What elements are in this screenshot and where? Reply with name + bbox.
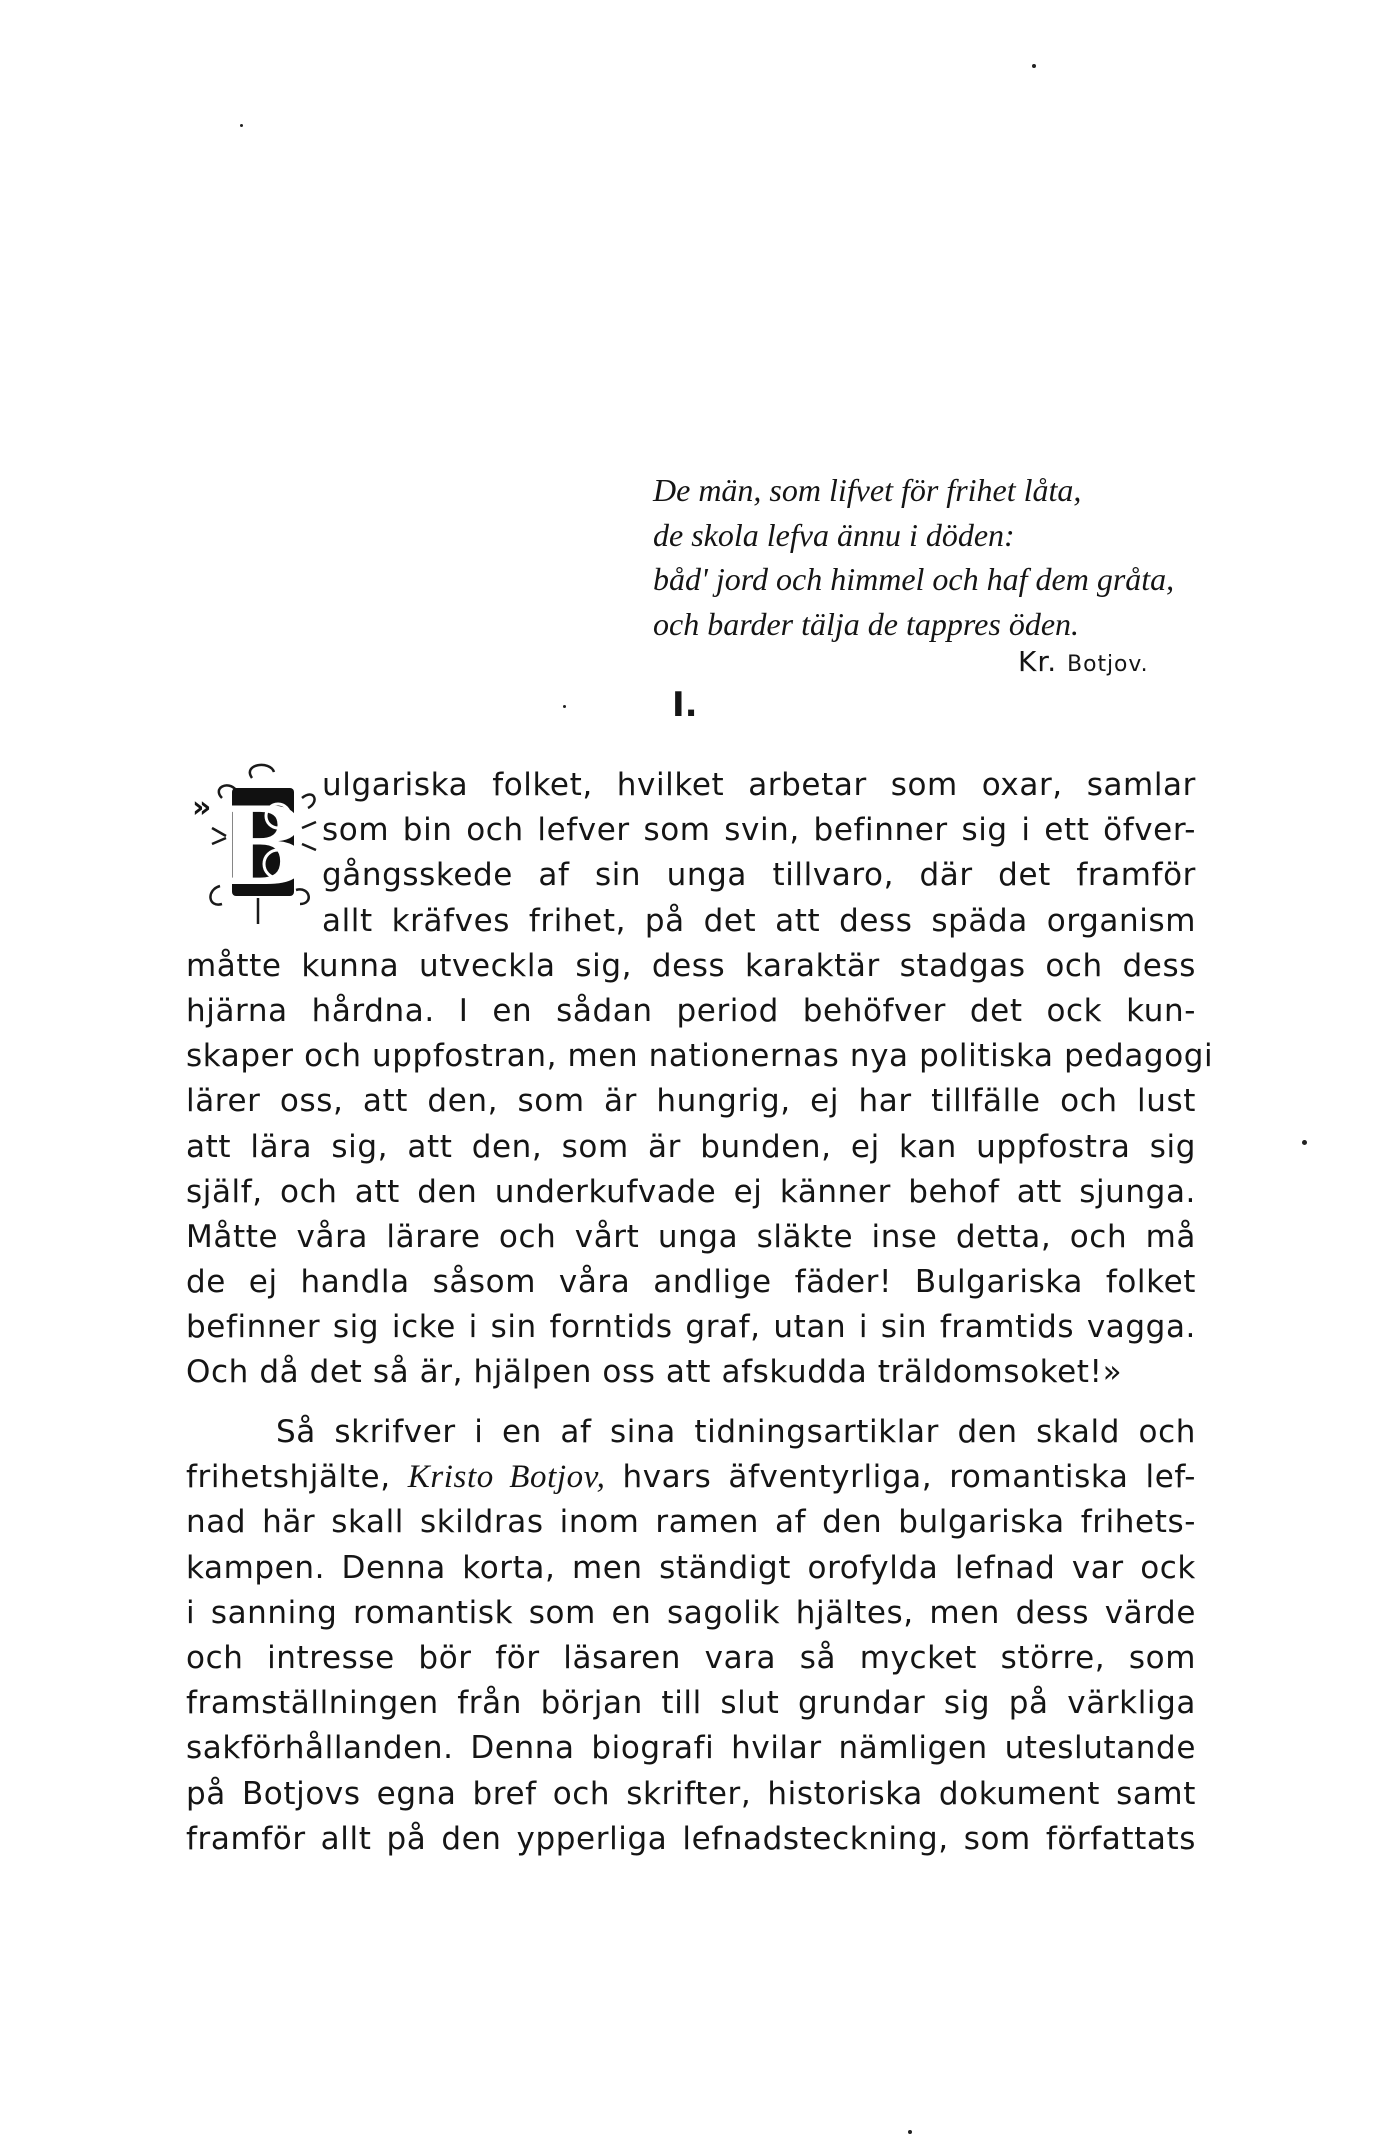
paragraph-line: allt kräfves frihet, på det att dess späda organism <box>322 902 1196 939</box>
paragraph-1 <box>186 763 1214 1396</box>
paragraph-2 <box>186 1410 1196 1862</box>
paragraph-line: på Botjovs egna bref och skrifter, historiska dokument samt <box>186 1775 1196 1812</box>
drop-cap-letter: B <box>217 784 309 910</box>
ink-speck <box>1032 64 1036 68</box>
paragraph-line: de ej handla såsom våra andlige fäder! Bulgariska folket <box>186 1264 1196 1301</box>
paragraph-line: nad här skall skildras inom ramen af den bulgariska frihets- <box>186 1504 1196 1541</box>
paragraph-line: framställningen från början till slut grundar sig på värkliga <box>186 1685 1196 1722</box>
paragraph-line: Måtte våra lärare och vårt unga släkte inse detta, och må <box>186 1218 1196 1255</box>
paragraph-line: Så skrifver i en af sina tidningsartiklar den skald och <box>276 1414 1196 1450</box>
opening-quote-mark: » <box>192 790 212 825</box>
paragraph-line: och intresse bör för läsaren vara så mycket större, som <box>186 1639 1196 1676</box>
paragraph-line: befinner sig icke i sin forntids graf, utan i sin framtids vagga. <box>186 1309 1196 1346</box>
attribution-surname: Botjov. <box>1067 652 1149 677</box>
paragraph-line: gångsskede af sin unga tillvaro, där det framför <box>322 857 1196 894</box>
line-segment: hvars äfventyrliga, romantiska lef- <box>605 1459 1196 1496</box>
person-name: Kristo Botjov, <box>407 1459 606 1496</box>
epigraph-line: båd' jord och himmel och haf dem gråta, <box>653 561 1175 597</box>
paragraph-line: som bin och lefver som svin, befinner sig i ett öfver- <box>322 812 1196 849</box>
paragraph-line: Och då det så är, hjälpen oss att afskudda träldomsoket!» <box>186 1354 1123 1391</box>
paragraph-line-with-name <box>186 1455 1196 1500</box>
paragraph-line: ulgariska folket, hvilket arbetar som oxar, samlar <box>322 767 1196 803</box>
ink-speck <box>240 124 243 127</box>
paragraph-line: skaper och uppfostran, men nationernas nya politiska pedagogi <box>186 1038 1214 1075</box>
paragraph-line: måtte kunna utveckla sig, dess karaktär stadgas och dess <box>186 947 1196 984</box>
line-segment: frihetshjälte, <box>186 1459 408 1496</box>
epigraph-line: De män, som lifvet för frihet låta, <box>653 472 1082 508</box>
paragraph-line: att lära sig, att den, som är bunden, ej kan uppfostra sig <box>186 1128 1196 1165</box>
paragraph-line: sakförhållanden. Denna biografi hvilar nämligen uteslutande <box>186 1730 1196 1767</box>
paragraph-line: lärer oss, att den, som är hungrig, ej har tillfälle och lust <box>186 1083 1196 1120</box>
paragraph-line: själf, och att den underkufvade ej känner behof att sjunga. <box>186 1173 1196 1210</box>
epigraph-line: de skola lefva ännu i döden: <box>653 516 1015 553</box>
chapter-numeral: I. <box>672 685 698 725</box>
epigraph-line: och barder tälja de tappres öden. <box>653 605 1080 642</box>
paragraph-line: kampen. Denna korta, men ständigt orofylda lefnad var ock <box>186 1549 1196 1586</box>
attribution-initial: Kr. <box>1018 645 1058 678</box>
paragraph-line: hjärna hårdna. I en sådan period behöfver det ock kun- <box>186 992 1196 1029</box>
epigraph-poem <box>653 468 1213 646</box>
paragraph-line: i sanning romantisk som en sagolik hjältes, men dess värde <box>186 1594 1196 1631</box>
paragraph-line: framför allt på den ypperliga lefnadsteckning, som författats <box>186 1820 1196 1857</box>
ink-speck <box>563 705 566 708</box>
ink-speck <box>1302 1140 1307 1145</box>
epigraph-attribution <box>1018 645 1149 678</box>
ink-speck <box>908 2130 912 2134</box>
